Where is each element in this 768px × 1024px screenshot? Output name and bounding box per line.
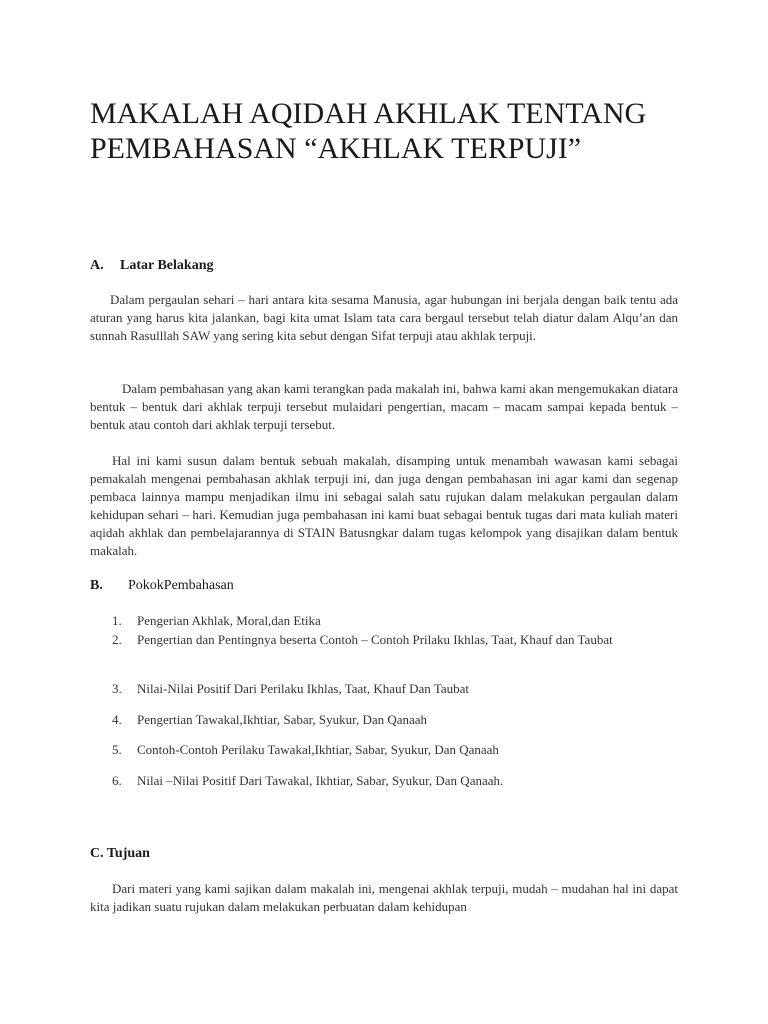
section-b-letter: B. — [90, 578, 103, 593]
list-item-number: 6. — [112, 773, 122, 788]
section-a-heading — [90, 258, 213, 274]
section-c-heading: C. Tujuan — [90, 846, 150, 861]
section-b-heading — [90, 578, 234, 594]
list-item-text: Pengertian Tawakal,Ikhtiar, Sabar, Syukur, Dan Qanaah — [137, 712, 428, 727]
section-b-title: PokokPembahasan — [128, 578, 234, 593]
list-item-number: 5. — [112, 742, 122, 757]
section-a-paragraph-1: Dalam pergaulan sehari – hari antara kita sesama Manusia, agar hubungan ini berjala dengan baik tentu ada aturan yang harus kita jalankan, bagi kita umat Islam tata cara bergaul tersebut telah diatur dalam Alqu’an dan sunnah Rasulllah SAW yang sering kita sebut dengan Sifat terpuji atau akhlak terpuji. — [90, 292, 678, 343]
list-item-text: Pengerian Akhlak, Moral,dan Etika — [137, 613, 321, 628]
list-item-text: Pengertian dan Pentingnya beserta Contoh – Contoh Prilaku Ikhlas, Taat, Khauf dan Taubat — [137, 632, 613, 647]
section-a-letter: A. — [90, 258, 104, 273]
section-a-paragraph-2: Dalam pembahasan yang akan kami terangkan pada makalah ini, bahwa kami akan mengemukakan diatara bentuk – bentuk dari akhlak terpuji tersebut mulaidari pengertian, macam – macam sampai kepada bentuk – bentuk atau contoh dari akhlak terpuji tersebut. — [90, 381, 678, 432]
list-item-text: Nilai-Nilai Positif Dari Perilaku Ikhlas, Taat, Khauf Dan Taubat — [137, 681, 470, 696]
list-item-number: 1. — [112, 613, 122, 628]
list-item-text: Nilai –Nilai Positif Dari Tawakal, Ikhtiar, Sabar, Syukur, Dan Qanaah. — [137, 773, 504, 788]
list-item-number: 2. — [112, 632, 122, 647]
list-item-number: 4. — [112, 712, 122, 727]
document-title: MAKALAH AQIDAH AKHLAK TENTANG PEMBAHASAN “AKHLAK TERPUJI” — [90, 97, 647, 165]
list-item-text: Contoh-Contoh Perilaku Tawakal,Ikhtiar, Sabar, Syukur, Dan Qanaah — [137, 742, 499, 757]
section-c-paragraph-1: Dari materi yang kami sajikan dalam makalah ini, mengenai akhlak terpuji, mudah – mudahan hal ini dapat kita jadikan suatu rujukan dalam melakukan perbuatan dalam kehidupan — [90, 881, 678, 914]
section-a-title: Latar Belakang — [120, 258, 214, 273]
list-item-number: 3. — [112, 681, 122, 696]
document-page — [90, 0, 678, 1024]
section-a-paragraph-3: Hal ini kami susun dalam bentuk sebuah makalah, disamping untuk menambah wawasan kami sebagai pemakalah mengenai pembahasan akhlak terpuji ini, dan juga dengan pembahasan ini agar kami dan segenap pembaca lainnya mampu menjadikan ilmu ini sebagai salah satu rujukan dalam melakukan pergaulan dalam kehidupan sehari – hari. Kemudian juga pembahasan ini kami buat sebagai bentuk tugas dari mata kuliah materi aqidah akhlak dan pembelajarannya di STAIN Batusngkar dalam tugas kelompok yang disajikan dalam bentuk makalah. — [90, 453, 678, 558]
